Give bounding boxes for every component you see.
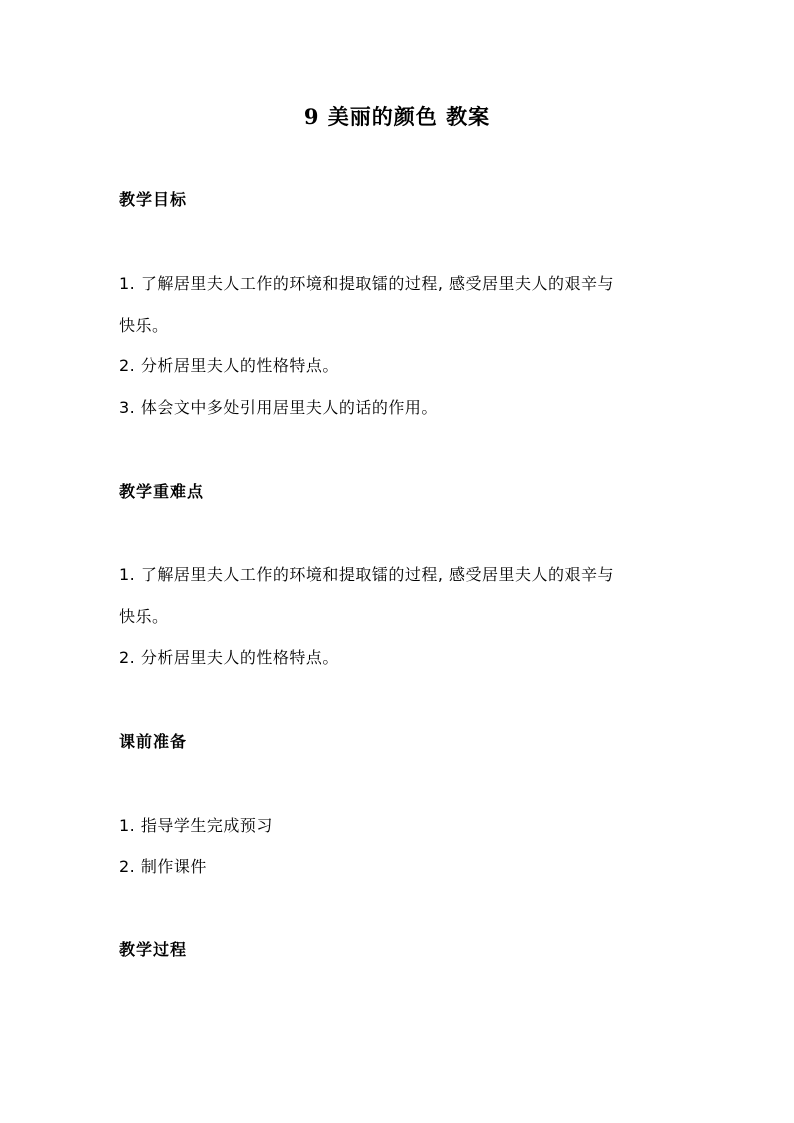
section-heading-key-points: 教学重难点: [119, 482, 205, 501]
preparation-line-1: 1. 指导学生完成预习: [119, 816, 273, 835]
objective-line-1: 1. 了解居里夫人工作的环境和提取镭的过程, 感受居里夫人的艰辛与: [119, 274, 615, 293]
objective-line-2: 2. 分析居里夫人的性格特点。: [119, 356, 339, 375]
objective-line-3: 3. 体会文中多处引用居里夫人的话的作用。: [119, 398, 438, 417]
section-heading-preparation: 课前准备: [119, 732, 188, 751]
page-title: 9 美丽的颜色 教案: [303, 104, 491, 129]
key-point-line-1-cont: 快乐。: [119, 607, 169, 626]
key-point-line-1: 1. 了解居里夫人工作的环境和提取镭的过程, 感受居里夫人的艰辛与: [119, 565, 615, 584]
section-heading-process: 教学过程: [119, 940, 188, 959]
objective-line-1-cont: 快乐。: [119, 316, 169, 335]
preparation-line-2: 2. 制作课件: [119, 857, 207, 876]
section-heading-objectives: 教学目标: [119, 190, 188, 209]
key-point-line-2: 2. 分析居里夫人的性格特点。: [119, 648, 339, 667]
